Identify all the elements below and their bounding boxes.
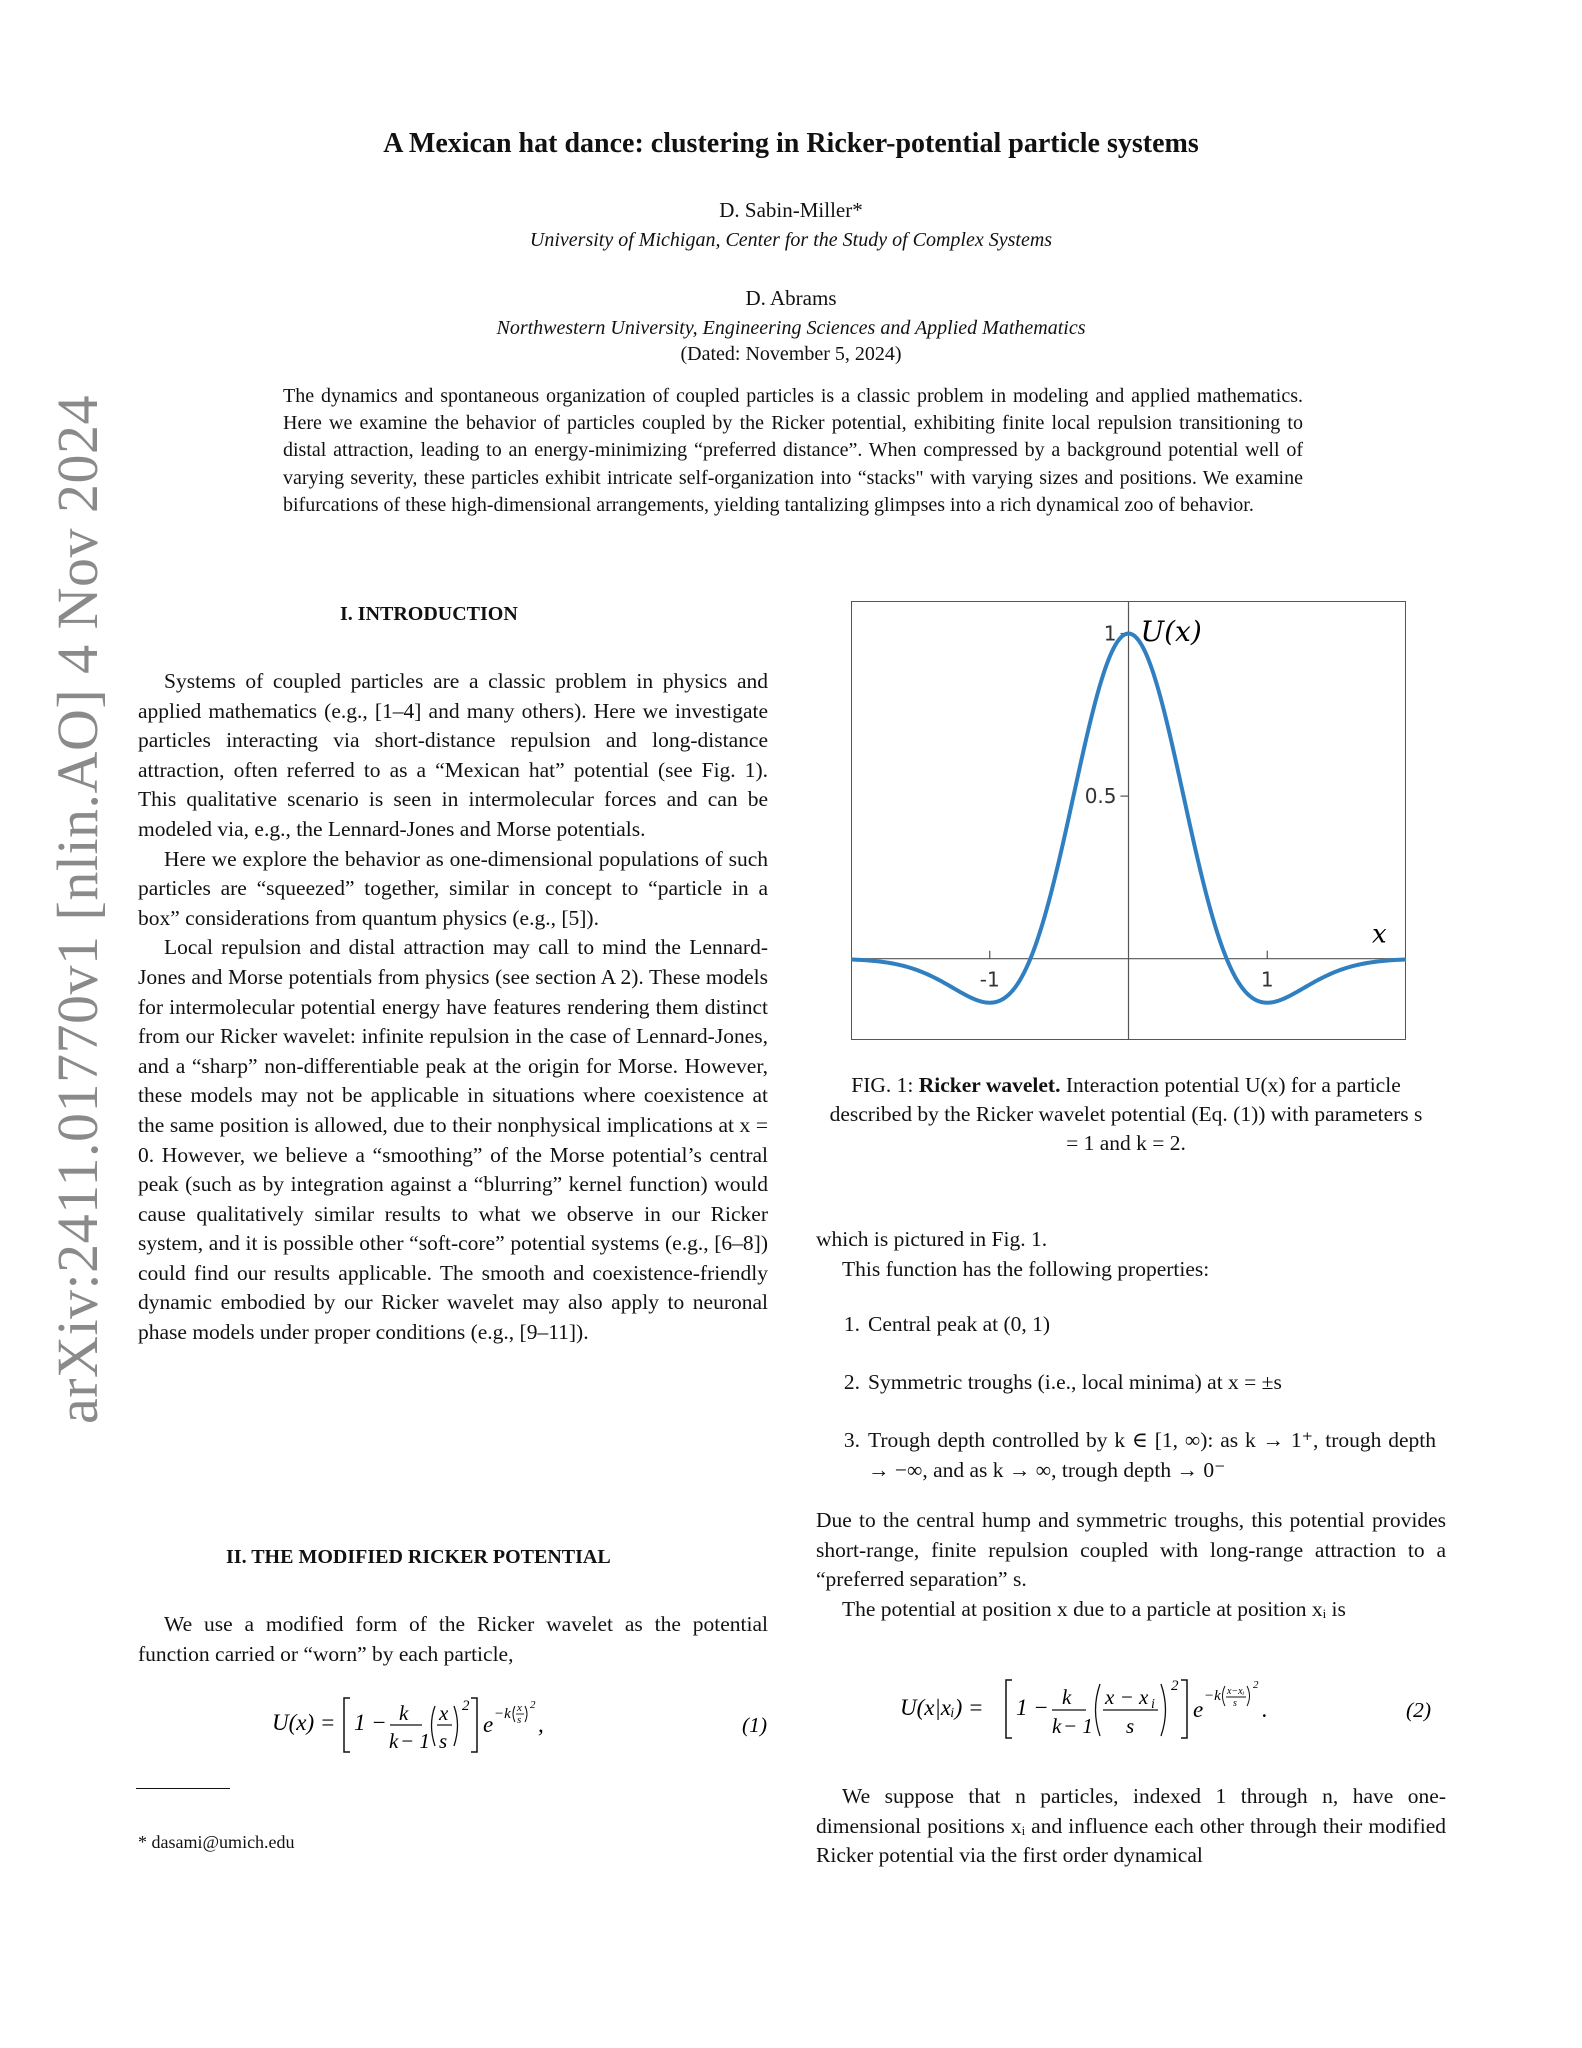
abstract: The dynamics and spontaneous organization of coupled particles is a classic problem in modeling and applied mathematics. Here we examine the behavior of particles coupled by the Ricker potential, exhibiting finite local repulsion transitioning to distal attraction, leading to an energy-minimizing “preferred distance”. When compressed by a background potential well of varying severity, these particles exhibit intricate self-organization into “stacks" with varying sizes and positions. We examine bifurcations of these high-dimensional arrangements, yielding tantalizing glimpses into a rich dynamical zoo of behavior. bbox=[283, 385, 1303, 516]
equation-1-graphic bbox=[272, 1688, 772, 1758]
svg-text:2: 2 bbox=[530, 1699, 536, 1711]
properties-intro: This function has the following properties: bbox=[842, 1256, 1210, 1281]
svg-text:x: x bbox=[517, 1702, 522, 1714]
svg-text:− 1: − 1 bbox=[1063, 1714, 1093, 1738]
equation-2-lhs: U(x|xᵢ) = bbox=[900, 1695, 984, 1720]
footnote-rule bbox=[136, 1788, 230, 1789]
svg-text:2: 2 bbox=[462, 1698, 470, 1714]
caption-label: FIG. 1: bbox=[851, 1073, 914, 1097]
equation-1 bbox=[272, 1688, 772, 1758]
svg-text:−k: −k bbox=[1204, 1688, 1221, 1704]
intro-paragraph: Local repulsion and distal attraction may call to mind the Lennard-Jones and Morse potentials from physics (see section A 2). These models for intermolecular potential energy have features rendering them distinct from our Ricker wavelet: infinite repulsion in the case of Lennard-Jones, and a “sharp” non-differentiable peak at the origin for Morse. However, these models may not be applicable in situations where coexistence at the same position is allowed, due to their nonphysical implications at x = 0. However, we believe a “smoothing” of the Morse potential’s central peak (such as by integration against a “blurring” kernel function) would cause qualitatively similar results to what we observe in our Ricker system, and it is possible other “soft-core” potential systems (e.g., [6–8]) could find our results applicable. The smooth and coexistence-friendly dynamic embodied by our Ricker wavelet may also apply to neuronal phase models under proper conditions (e.g., [9–11]). bbox=[138, 935, 768, 1345]
ricker-wavelet-chart bbox=[851, 601, 1406, 1040]
svg-text:k: k bbox=[399, 1701, 409, 1725]
svg-text:s: s bbox=[1233, 1698, 1237, 1709]
introduction-body bbox=[138, 667, 768, 1348]
ricker-body bbox=[138, 1610, 768, 1669]
svg-text:1 −: 1 − bbox=[1016, 1695, 1049, 1720]
svg-text:x−xᵢ: x−xᵢ bbox=[1227, 1686, 1245, 1697]
svg-text:− 1: − 1 bbox=[400, 1729, 430, 1753]
author-1-affiliation: University of Michigan, Center for the Study of Complex Systems bbox=[529, 229, 1053, 251]
closing-paragraph: We suppose that n particles, indexed 1 through n, have one-dimensional positions xᵢ and influence each other through their modified Ricker potential via the first order dynamical bbox=[816, 1784, 1446, 1868]
author-1-name: D. Sabin-Miller* bbox=[719, 198, 863, 222]
svg-text:,: , bbox=[538, 1712, 544, 1737]
svg-text:k: k bbox=[1052, 1714, 1062, 1738]
y-tick-label: 1 bbox=[1103, 621, 1117, 646]
footnote: * dasami@umich.edu bbox=[138, 1832, 295, 1852]
closing-paragraph-wrap bbox=[816, 1782, 1446, 1871]
svg-text:s: s bbox=[517, 1714, 522, 1726]
pictured-line: which is pictured in Fig. 1. bbox=[816, 1227, 1048, 1251]
position-paragraph: The potential at position x due to a particle at position xᵢ is bbox=[842, 1596, 1346, 1621]
author-2-affiliation: Northwestern University, Engineering Sciences and Applied Mathematics bbox=[496, 317, 1086, 339]
svg-text:2: 2 bbox=[1253, 1679, 1259, 1691]
svg-text:−k: −k bbox=[494, 1706, 511, 1722]
svg-text:e: e bbox=[1193, 1697, 1204, 1722]
svg-text:e: e bbox=[483, 1712, 494, 1737]
svg-text:s: s bbox=[439, 1729, 448, 1753]
intro-paragraph: Here we explore the behavior as one-dimensional populations of such particles are “squeezed” together, similar in concept to “particle in a box” considerations from quantum physics (e.g., [5]). bbox=[138, 846, 768, 930]
paper-title: A Mexican hat dance: clustering in Ricker-potential particle systems bbox=[383, 128, 1199, 159]
arxiv-identifier: arXiv:2411.01770v1 [nlin.AO] 4 Nov 2024 bbox=[45, 394, 110, 1424]
svg-text:.: . bbox=[1262, 1697, 1268, 1722]
list-item: 3. Trough depth controlled by k ∈ [1, ∞): as k → 1⁺, trough depth → −∞, and as k → ∞, trough depth → 0⁻ bbox=[843, 1428, 1436, 1482]
right-column-body bbox=[816, 1506, 1446, 1624]
figure-1-caption bbox=[826, 1071, 1426, 1158]
after-properties-paragraph: Due to the central hump and symmetric troughs, this potential provides short-range, finite repulsion coupled with long-range attraction to a “preferred separation” s. bbox=[816, 1508, 1446, 1592]
x-axis-label: x bbox=[1372, 919, 1387, 950]
y-tick-label: 0.5 bbox=[1084, 784, 1117, 809]
figure-1-plot bbox=[851, 601, 1406, 1040]
list-item: 1. Central peak at (0, 1) bbox=[843, 1312, 1051, 1336]
svg-text:x: x bbox=[439, 1701, 449, 1725]
y-axis-label: U(x) bbox=[1140, 615, 1202, 648]
x-tick-label: -1 bbox=[979, 967, 1000, 992]
list-item: 2. Symmetric troughs (i.e., local minima) at x = ±s bbox=[843, 1370, 1282, 1394]
section-heading-introduction: I. INTRODUCTION bbox=[340, 603, 518, 625]
right-column-intro bbox=[816, 1225, 1446, 1284]
intro-paragraph: Systems of coupled particles are a classic problem in physics and applied mathematics (e.g., [1–4] and many others). Here we investigate particles interacting via short-distance repulsion and long-distance attraction, often referred to as a “Mexican hat” potential (see Fig. 1). This qualitative scenario is seen in intermolecular forces and can be modeled via, e.g., the Lennard-Jones and Morse potentials. bbox=[138, 669, 768, 841]
equation-2 bbox=[900, 1670, 1440, 1746]
dated-line: (Dated: November 5, 2024) bbox=[680, 343, 902, 365]
ricker-paragraph: We use a modified form of the Ricker wavelet as the potential function carried or “worn” by each particle, bbox=[138, 1612, 768, 1666]
equation-2-number: (2) bbox=[1406, 1698, 1432, 1722]
svg-text:i: i bbox=[1151, 1697, 1155, 1712]
svg-text:s: s bbox=[1126, 1714, 1135, 1738]
svg-text:2: 2 bbox=[1171, 1678, 1179, 1694]
x-tick-label: 1 bbox=[1260, 967, 1274, 992]
svg-text:k: k bbox=[389, 1729, 399, 1753]
svg-text:x − x: x − x bbox=[1105, 1685, 1149, 1709]
equation-2-graphic bbox=[900, 1670, 1440, 1746]
equation-1-number: (1) bbox=[742, 1713, 768, 1737]
section-heading-ricker: II. THE MODIFIED RICKER POTENTIAL bbox=[226, 1546, 611, 1568]
caption-bold: Ricker wavelet. bbox=[918, 1073, 1061, 1097]
equation-1-lhs: U(x) = bbox=[272, 1710, 336, 1735]
author-2-name: D. Abrams bbox=[745, 286, 837, 310]
svg-text:1 −: 1 − bbox=[354, 1710, 387, 1735]
caption-text: Interaction potential U(x) for a particle described by the Ricker wavelet potential (Eq. (1)) with parameters s = 1 and k = 2. bbox=[829, 1073, 1423, 1155]
svg-text:k: k bbox=[1062, 1685, 1072, 1709]
